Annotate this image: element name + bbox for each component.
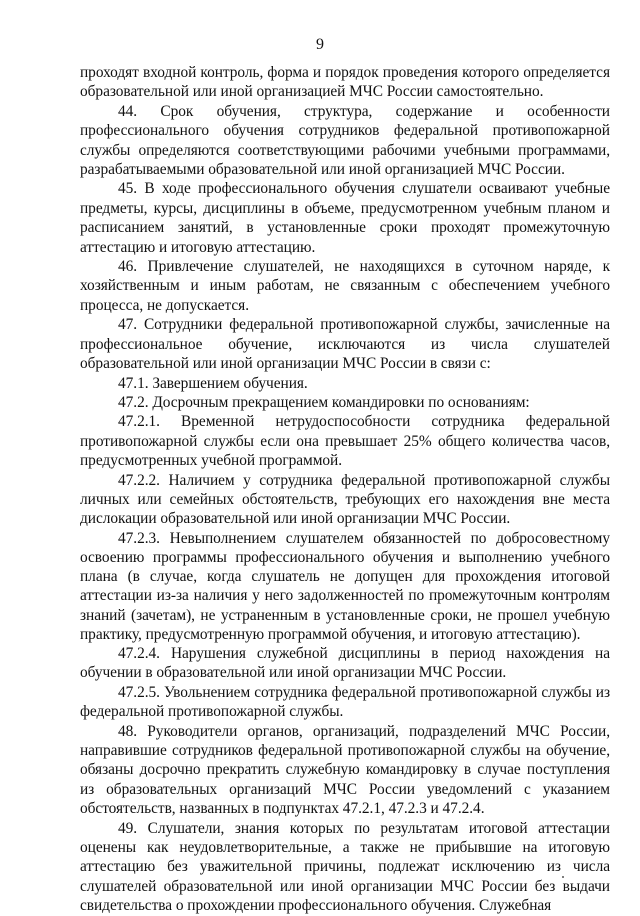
paragraph-45: 45. В ходе профессионального обучения слушатели осваивают учебные предметы, курсы, дисциплины в объеме, предусмотренном учебным планом и расписанием занятий, в установленные сроки проходят промежуточную аттестацию и итоговую аттестацию. [80,180,610,256]
paragraph-47-2: 47.2. Досрочным прекращением командировки по основаниям: [118,393,530,411]
document-body [80,63,610,916]
paragraph-47: 47. Сотрудники федеральной противопожарной службы, зачисленные на профессиональное обучение, исключаются из числа слушателей образовательной или иной организации МЧС России в связи с: [80,316,610,373]
paragraph-47-1: 47.1. Завершением обучения. [118,374,308,392]
paragraph-47-2-1: 47.2.1. Временной нетрудоспособности сотрудника федеральной противопожарной службы если она превышает 25% общего количества часов, предусмотренных учебной программой. [80,413,610,470]
paragraph-47-2-5: 47.2.5. Увольнением сотрудника федеральной противопожарной службы из федеральной противопожарной службы. [80,683,610,721]
paragraph-47-2-2: 47.2.2. Наличием у сотрудника федеральной противопожарной службы личных или семейных обстоятельств, требующих его нахождения вне места дислокации образовательной или иной организации МЧС России. [80,471,610,528]
paragraph-49: 49. Слушатели, знания которых по результатам итоговой аттестации оценены как неудовлетворительные, а также не прибывшие на итоговую аттестацию без уважительной причины, подлежат исключению из числа слушателей образовательной или иной организации МЧС России без выдачи свидетельства о прохождении профессионального обучения. Служебная [80,819,610,915]
paragraph-46: 46. Привлечение слушателей, не находящихся в суточном наряде, к хозяйственным и иным работам, не связанным с обеспечением учебного процесса, не допускается. [80,258,610,314]
paragraph-48: 48. Руководители органов, организаций, подразделений МЧС России, направившие сотрудников федеральной противопожарной службы на обучение, обязаны досрочно прекратить служебную командировку в случае поступления из образовательных организаций МЧС России уведомлений с указанием обстоятельств, названных в подпунктах 47.2.1, 47.2.3 и 47.2.4. [80,722,610,818]
paragraph-47-2-4: 47.2.4. Нарушения служебной дисциплины в период нахождения на обучении в образовательной или иной организации МЧС России. [80,644,610,682]
scan-speck [562,876,564,878]
page-number: 9 [316,36,324,53]
paragraph-44: 44. Срок обучения, структура, содержание и особенности профессионального обучения сотрудников федеральной противопожарной службы определяются соответствующими рабочими учебными программами, разрабатываемыми образовательной или иной организацией МЧС России. [80,102,610,179]
paragraph-47-2-3: 47.2.3. Невыполнением слушателем обязанностей по добросовестному освоению программы профессионального обучения и выполнению учебного плана (в случае, когда слушатель не допущен для прохождения итоговой аттестации из-за наличия у него задолженностей по промежуточным контролям знаний (зачетам), не устраненным в установленные сроки, не прошел учебную практику, предусмотренную программой обучения, и итоговую аттестацию). [80,529,610,643]
paragraph-continuation: проходят входной контроль, форма и порядок проведения которого определяется образовательной или иной организацией МЧС России самостоятельно. [80,64,610,101]
